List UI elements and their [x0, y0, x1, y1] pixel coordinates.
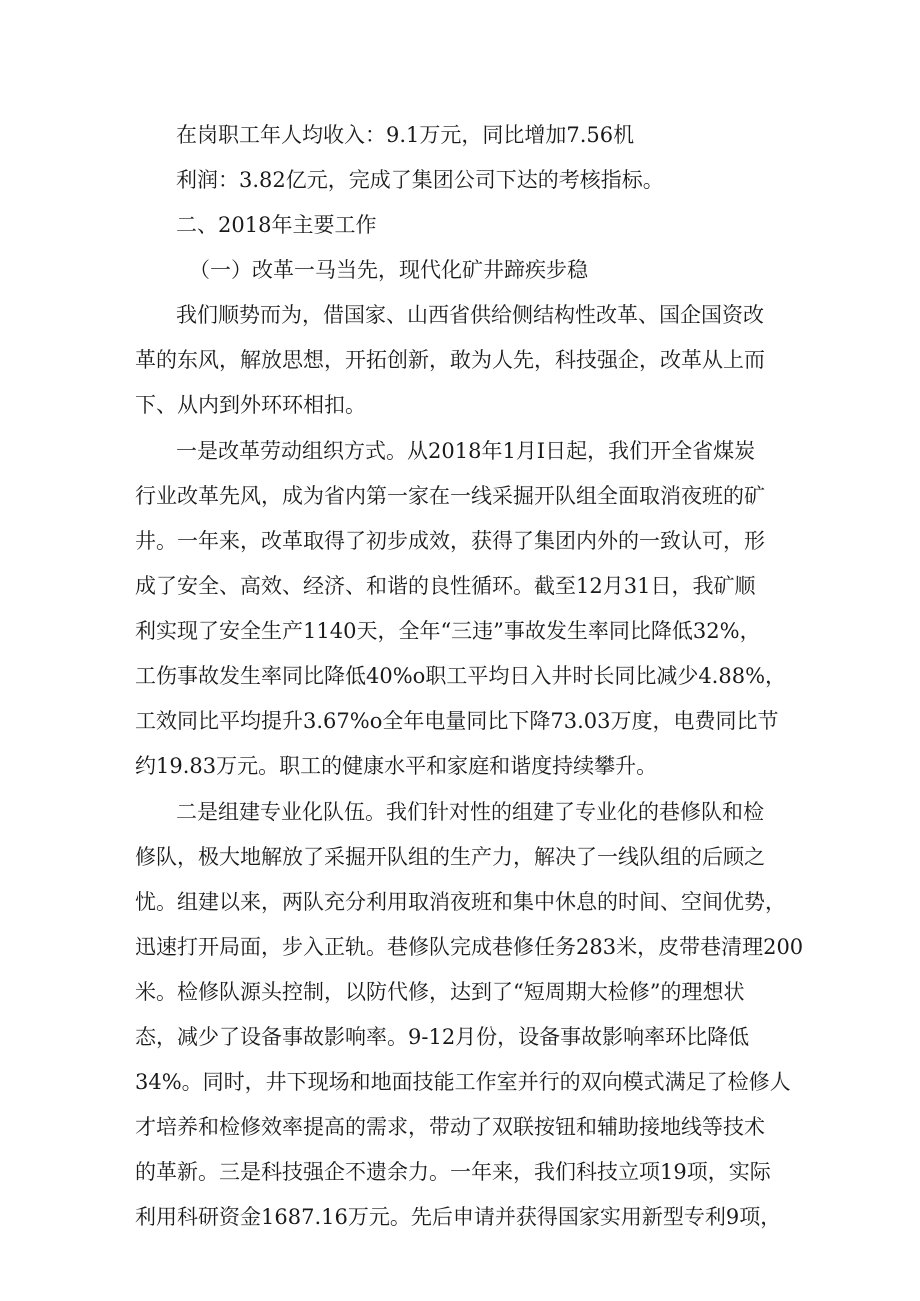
section-heading: 二、2018年主要工作 [176, 213, 377, 237]
paragraph-line: 米。检修队源头控制，以防代修，达到了“短周期大检修”的理想状 [135, 980, 745, 1004]
paragraph-line: 二是组建专业化队伍。我们针对性的组建了专业化的巷修队和检 [176, 800, 764, 824]
income-line: 在岗职工年人均收入：9.1万元，同比增加7.56机 [176, 123, 635, 147]
paragraph-line: 工效同比平均提升3.67%o全年电量同比下降73.03万度，电费同比节 [135, 709, 779, 733]
paragraph-line: 利实现了安全生产1140天，全年“三违”事故发生率同比降低32%， [135, 619, 761, 643]
paragraph-line: 修队，极大地解放了采掘开队组的生产力，解决了一线队组的后顾之 [135, 845, 765, 869]
paragraph-line: 一是改革劳动组织方式。从2018年1月I日起，我们开全省煤炭 [176, 439, 756, 463]
paragraph-line: 忧。组建以来，两队充分利用取消夜班和集中休息的时间、空间优势， [135, 890, 786, 914]
paragraph-line: 态，减少了设备事故影响率。9-12月份，设备事故影响率环比降低 [135, 1025, 750, 1049]
paragraph-line: 迅速打开局面，步入正轨。巷修队完成巷修任务283米，皮带巷清理200 [135, 935, 804, 959]
paragraph-line: 才培养和检修效率提高的需求，带动了双联按钮和辅助接地线等技术 [135, 1115, 765, 1139]
paragraph-line: 我们顺势而为，借国家、山西省供给侧结构性改革、国企国资改 [176, 303, 764, 327]
profit-line: 利润：3.82亿元，完成了集团公司下达的考核指标。 [176, 168, 664, 192]
paragraph-line: 井。一年来，改革取得了初步成效，获得了集团内外的一致认可，形 [135, 529, 765, 553]
subsection-heading: （一）改革一马当先，现代化矿井蹄疾步稳 [189, 258, 588, 282]
paragraph-line: 革的东风，解放思想，开拓创新，敢为人先，科技强企，改革从上而 [135, 348, 765, 372]
paragraph-line: 成了安全、高效、经济、和谐的良性循环。截至12月31日，我矿顺 [135, 574, 756, 598]
paragraph-line: 34%。同时，井下现场和地面技能工作室并行的双向模式满足了检修人 [135, 1070, 791, 1094]
paragraph-line: 的革新。三是科技强企不遗余力。一年来，我们科技立项19项，实际 [135, 1160, 771, 1184]
paragraph-line: 下、从内到外环环相扣。 [135, 393, 366, 417]
paragraph-line: 利用科研资金1687.16万元。先后申请并获得国家实用新型专利9项， [135, 1205, 782, 1229]
paragraph-line: 行业改革先风，成为省内第一家在一线采掘开队组全面取消夜班的矿 [135, 484, 765, 508]
paragraph-line: 约19.83万元。职工的健康水平和家庭和谐度持续攀升。 [135, 754, 658, 778]
paragraph-line: 工伤事故发生率同比降低40%o职工平均日入井时长同比减少4.88%， [135, 664, 787, 688]
